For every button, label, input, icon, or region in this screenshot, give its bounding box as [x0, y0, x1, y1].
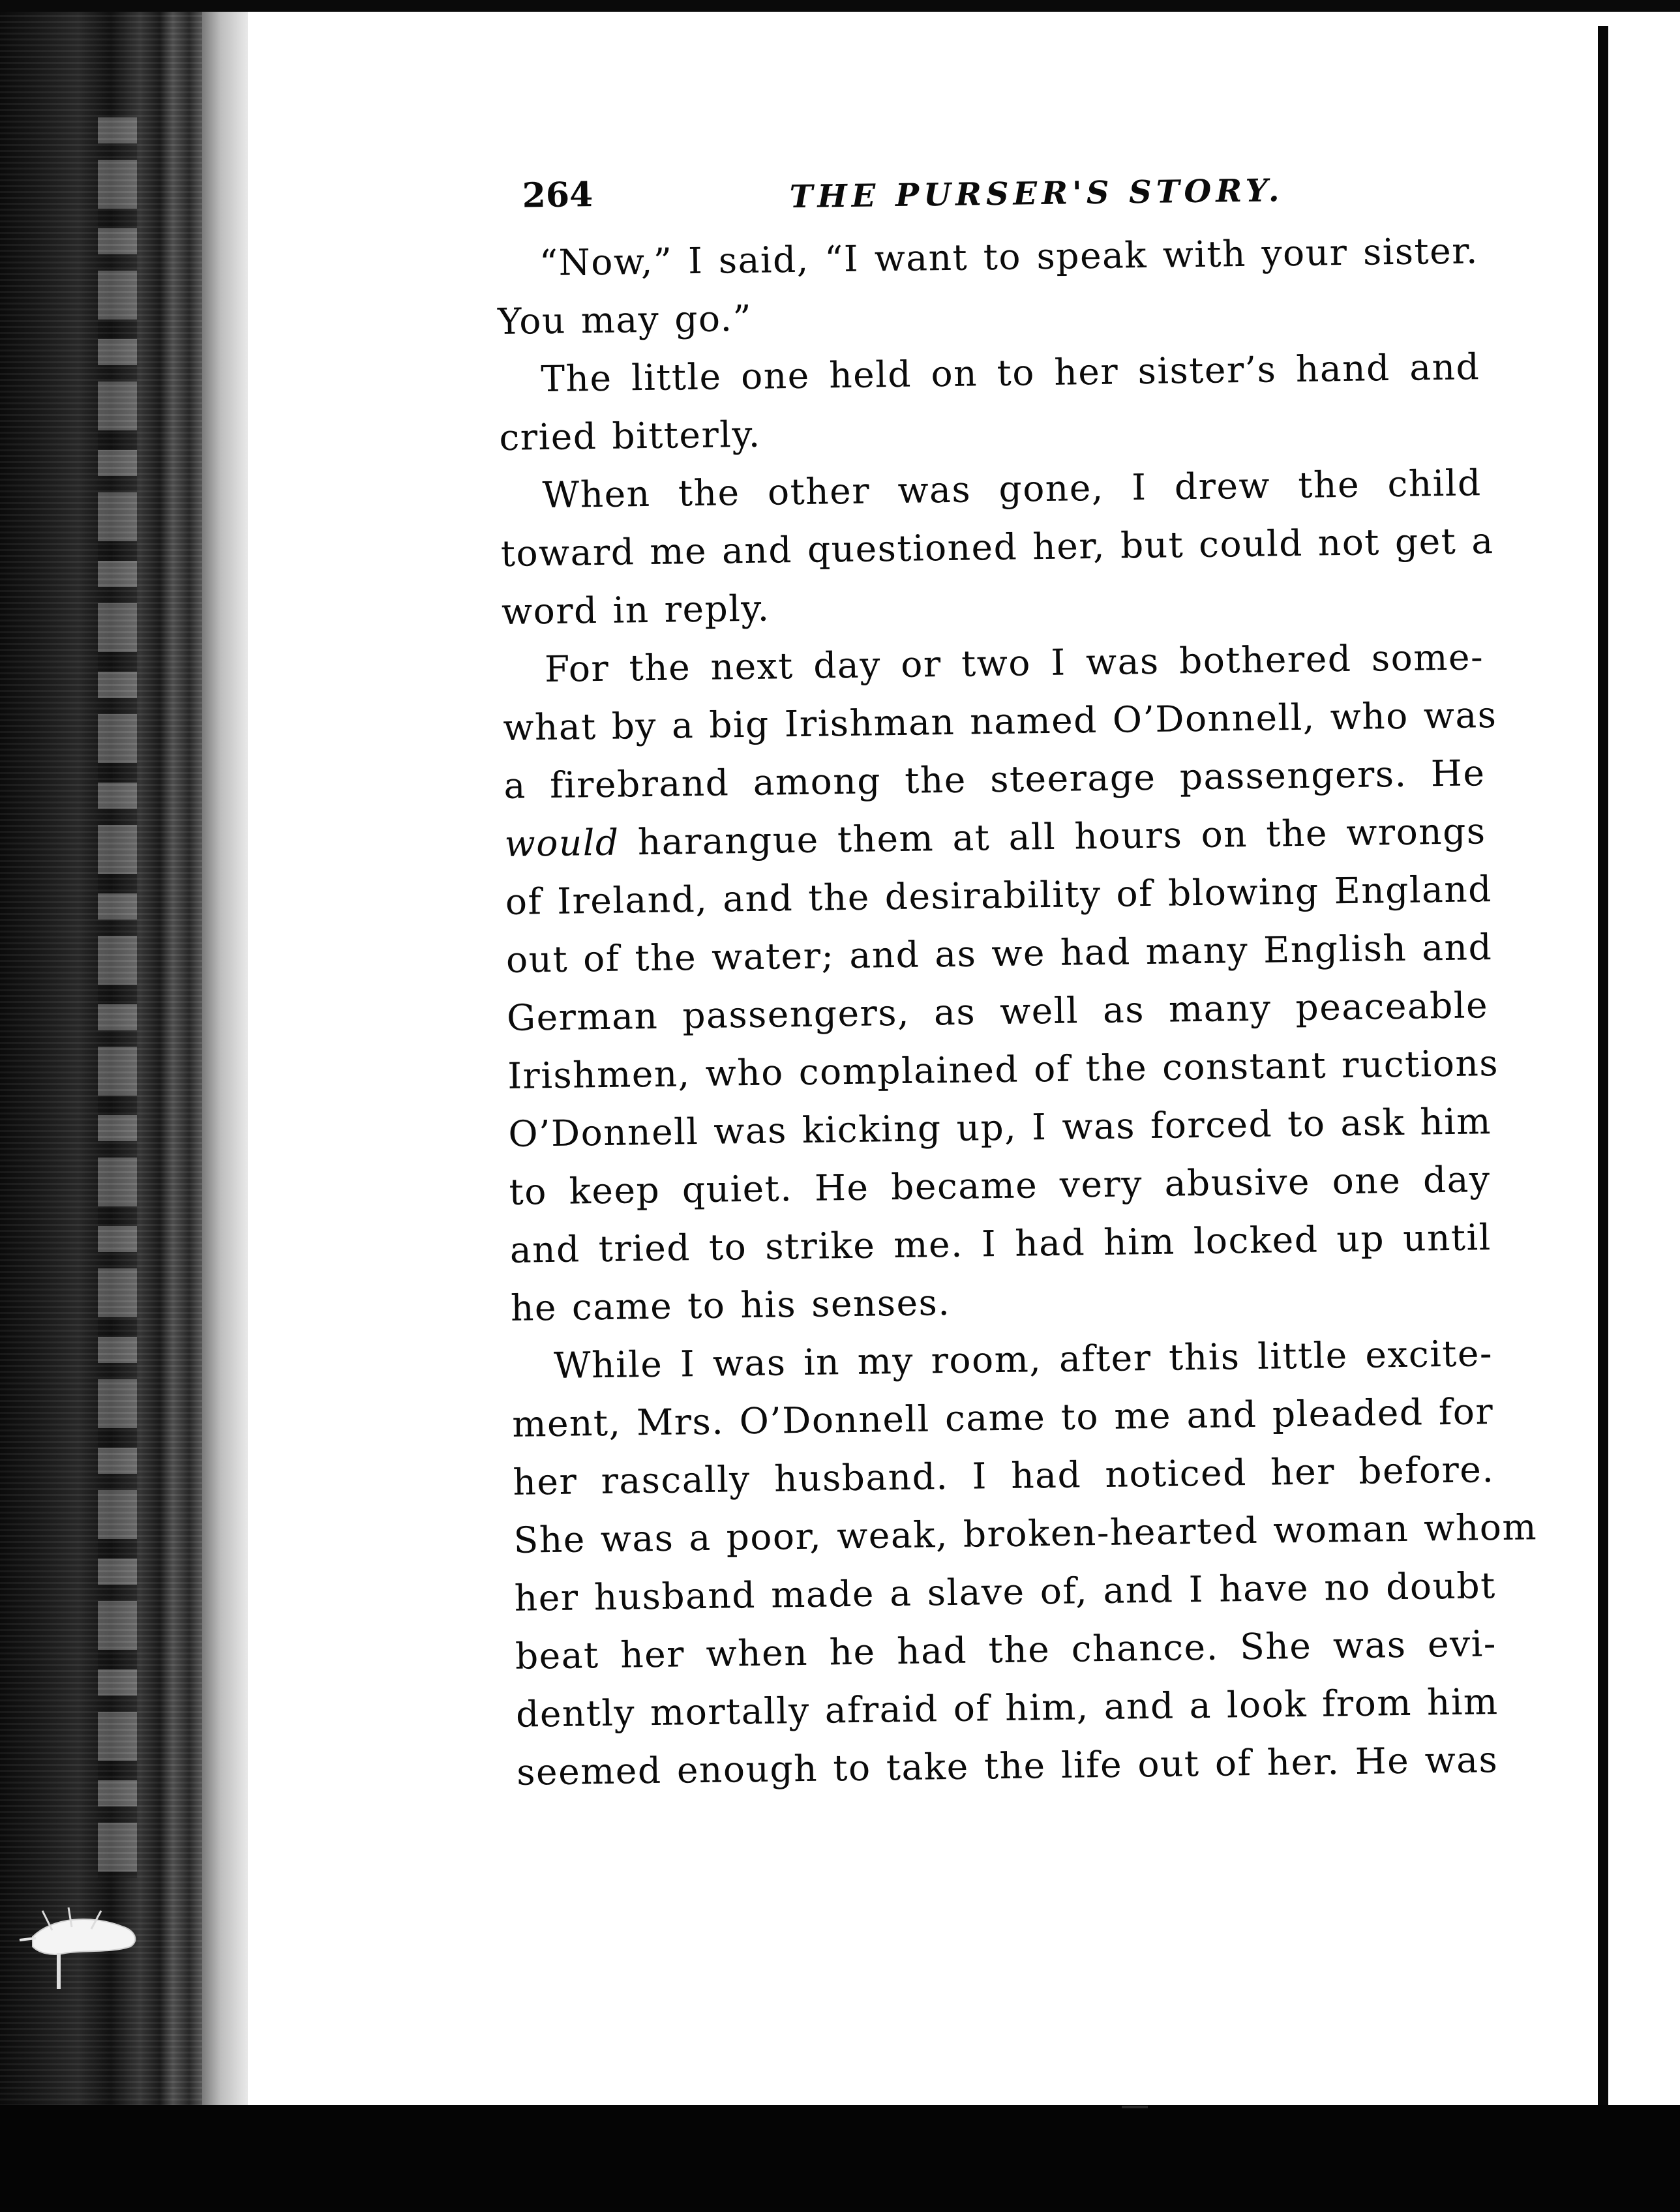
- text-line: dently mortally afraid of him, and a look from him: [515, 1681, 1499, 1735]
- text-line: While I was in my room, after this little excite-: [553, 1332, 1493, 1386]
- text-line: seemed enough to take the life out of her. He was: [516, 1739, 1499, 1793]
- text-line: toward me and questioned her, but could not get a: [500, 520, 1494, 575]
- paragraph: [496, 222, 1489, 351]
- text-line: The little one held on to her sister’s hand and: [540, 346, 1480, 400]
- page-text: [496, 150, 1538, 1802]
- spine-shadow: [98, 117, 137, 1878]
- paragraph: [498, 338, 1491, 467]
- text-line: to keep quiet. He became very abusive one day: [509, 1158, 1491, 1213]
- text-line: German passengers, as well as many peaceable: [506, 984, 1489, 1039]
- page-edge-shadow: [202, 7, 248, 2106]
- text-line: and tried to strike me. I had him locked up until: [509, 1216, 1492, 1271]
- text-line: word in reply.: [501, 587, 770, 633]
- paragraph: [502, 628, 1503, 1338]
- top-scan-border: [0, 0, 1680, 12]
- text-line: ment, Mrs. O’Donnell came to me and pleaded for: [511, 1390, 1494, 1445]
- right-page-border: [1598, 26, 1608, 2106]
- italic-word: would: [504, 821, 620, 865]
- text-line: When the other was gone, I drew the child: [542, 462, 1482, 516]
- text-line: “Now,” I said, “I want to speak with your sister.: [539, 230, 1479, 284]
- text-line: For the next day or two I was bothered some-: [544, 636, 1484, 691]
- running-head: [496, 150, 1488, 235]
- text-line: O’Donnell was kicking up, I was forced to ask him: [508, 1100, 1492, 1155]
- text-line-rest: harangue them at all hours on the wrongs: [619, 810, 1486, 863]
- adjacent-page-edge: [1608, 12, 1680, 2105]
- moth-debris-icon: [13, 1891, 143, 1995]
- text-line: a firebrand among the steerage passengers. He: [503, 752, 1486, 807]
- page-number: 264: [522, 175, 593, 216]
- bottom-scan-border: [0, 2105, 1680, 2212]
- text-line: You may go.”: [497, 297, 753, 342]
- paragraph: [511, 1324, 1538, 1802]
- text-line: cried bitterly.: [499, 413, 762, 458]
- text-line: her husband made a slave of, and I have no doubt: [514, 1564, 1497, 1619]
- text-line: what by a big Irishman named O’Donnell, who was: [502, 693, 1497, 749]
- text-line: beat her when he had the chance. She was evi-: [515, 1622, 1497, 1677]
- text-line: he came to his senses.: [510, 1281, 951, 1329]
- text-line: of Ireland, and the desirability of blowing England: [505, 868, 1493, 923]
- chapter-title: THE PURSER'S STORY.: [789, 172, 1284, 216]
- scan-speck: [1122, 2106, 1148, 2108]
- text-line: She was a poor, weak, broken-hearted woman whom: [513, 1506, 1538, 1561]
- text-line: Irishmen, who complained of the constant ructions: [507, 1041, 1499, 1097]
- text-line: her rascally husband. I had noticed her before.: [513, 1448, 1495, 1503]
- paragraph: [500, 454, 1493, 641]
- text-line: out of the water; and as we had many English and: [505, 926, 1493, 981]
